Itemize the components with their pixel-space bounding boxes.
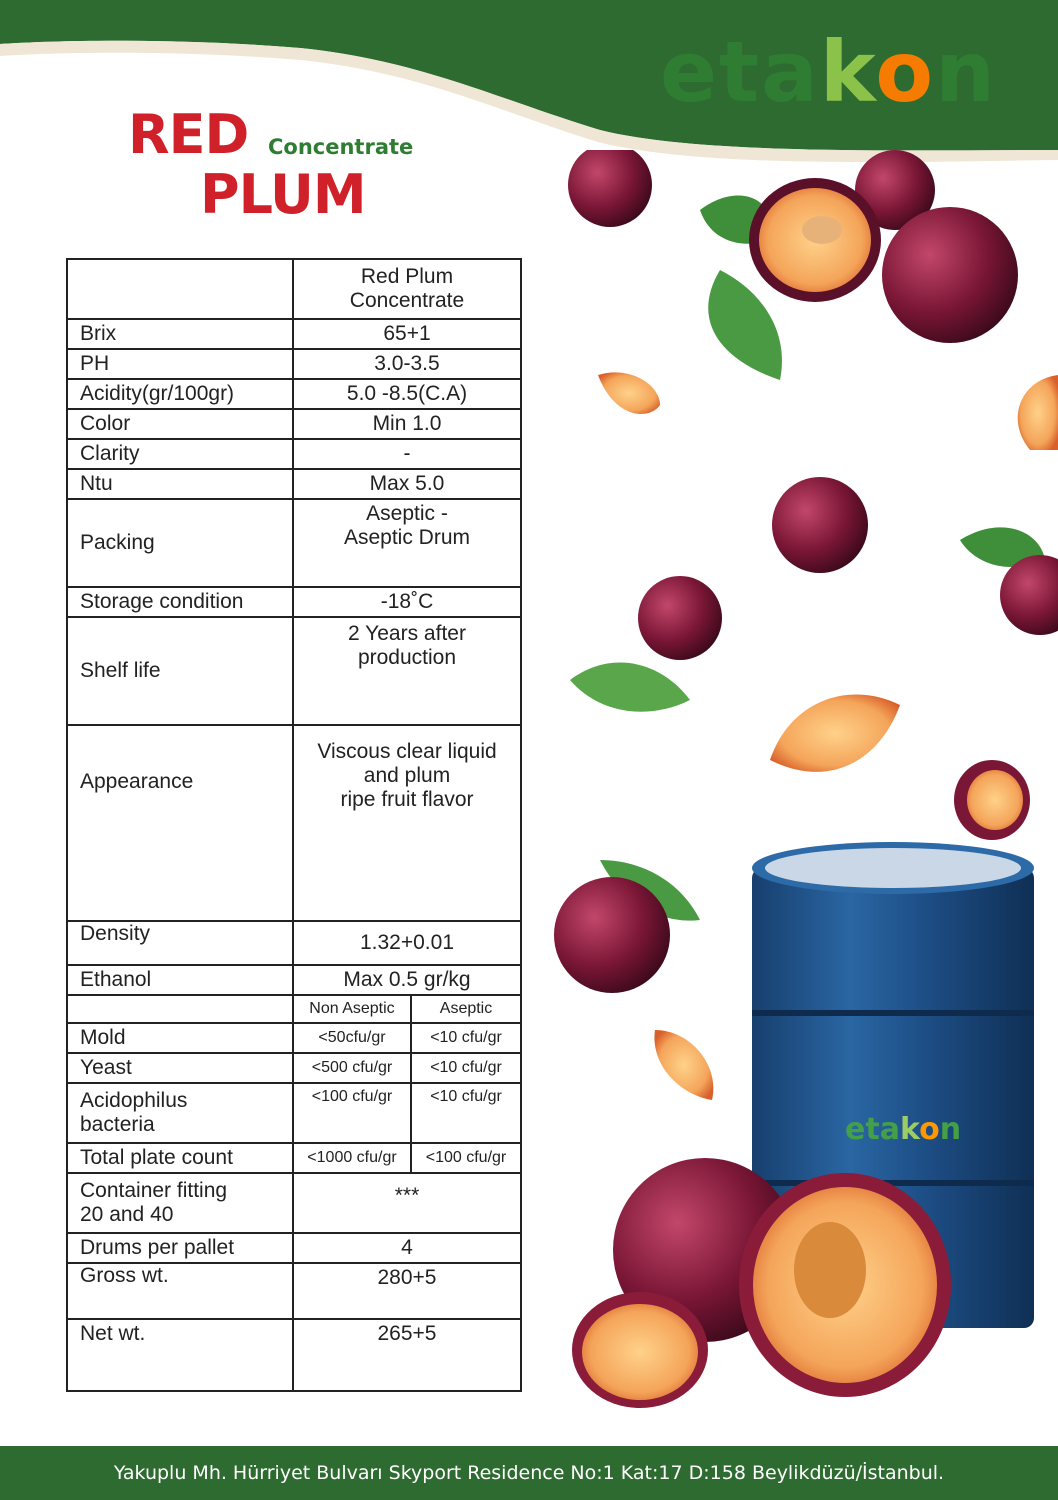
table-row bbox=[67, 1143, 521, 1173]
row-value: 280+5 bbox=[293, 1263, 521, 1319]
title-subtitle: Concentrate bbox=[268, 135, 414, 159]
table-row bbox=[67, 587, 521, 617]
table-row bbox=[67, 1263, 521, 1319]
row-value: Aseptic - Aseptic Drum bbox=[293, 499, 521, 587]
row-value: <500 cfu/gr bbox=[293, 1053, 411, 1083]
row-value: Min 1.0 bbox=[293, 409, 521, 439]
row-value: -18˚C bbox=[293, 587, 521, 617]
table-row bbox=[67, 1083, 521, 1143]
brand-logo: etakon bbox=[660, 23, 997, 121]
row-label: Ethanol bbox=[67, 965, 293, 995]
row-label: Color bbox=[67, 409, 293, 439]
table-row bbox=[67, 965, 521, 995]
row-label: Storage condition bbox=[67, 587, 293, 617]
row-label: Yeast bbox=[67, 1053, 293, 1083]
table-row bbox=[67, 1053, 521, 1083]
row-label: Ntu bbox=[67, 469, 293, 499]
row-value: <50cfu/gr bbox=[293, 1023, 411, 1053]
table-row bbox=[67, 1173, 521, 1233]
row-label: Mold bbox=[67, 1023, 293, 1053]
table-row bbox=[67, 1233, 521, 1263]
table-row bbox=[67, 439, 521, 469]
table-row bbox=[67, 1319, 521, 1391]
row-label: Shelf life bbox=[67, 617, 293, 725]
row-label: Net wt. bbox=[67, 1319, 293, 1391]
table-cell bbox=[67, 259, 293, 319]
row-value: <100 cfu/gr bbox=[411, 1143, 521, 1173]
row-value: 65+1 bbox=[293, 319, 521, 349]
table-row bbox=[67, 259, 521, 319]
row-label: Density bbox=[67, 921, 293, 965]
table-row bbox=[67, 995, 521, 1023]
row-value: <100 cfu/gr bbox=[293, 1083, 411, 1143]
row-label: Packing bbox=[67, 499, 293, 587]
row-label: Total plate count bbox=[67, 1143, 293, 1173]
footer-address: Yakuplu Mh. Hürriyet Bulvarı Skyport Residence No:1 Kat:17 D:158 Beylikdüzü/İstanbul. bbox=[0, 1446, 1058, 1500]
row-value: 3.0-3.5 bbox=[293, 349, 521, 379]
row-value: 2 Years after production bbox=[293, 617, 521, 725]
row-label: Acidity(gr/100gr) bbox=[67, 379, 293, 409]
table-row bbox=[67, 409, 521, 439]
row-value: 1.32+0.01 bbox=[293, 921, 521, 965]
row-value: <10 cfu/gr bbox=[411, 1053, 521, 1083]
row-value: Max 5.0 bbox=[293, 469, 521, 499]
drum-logo: etakon bbox=[845, 1112, 962, 1147]
table-row bbox=[67, 725, 521, 921]
title-red: RED bbox=[128, 103, 249, 166]
row-value: Max 0.5 gr/kg bbox=[293, 965, 521, 995]
row-value: 265+5 bbox=[293, 1319, 521, 1391]
spec-table bbox=[66, 258, 522, 1392]
title-plum: PLUM bbox=[200, 163, 366, 226]
row-value: <1000 cfu/gr bbox=[293, 1143, 411, 1173]
row-label: Clarity bbox=[67, 439, 293, 469]
table-row bbox=[67, 617, 521, 725]
product-illustration bbox=[530, 150, 1058, 1440]
row-value: 4 bbox=[293, 1233, 521, 1263]
row-value: *** bbox=[293, 1173, 521, 1233]
row-value: Viscous clear liquid and plum ripe fruit flavor bbox=[293, 725, 521, 921]
row-label: Container fitting 20 and 40 bbox=[67, 1173, 293, 1233]
row-label: PH bbox=[67, 349, 293, 379]
table-row bbox=[67, 379, 521, 409]
row-value: <10 cfu/gr bbox=[411, 1023, 521, 1053]
table-header-cell: Red Plum Concentrate bbox=[293, 259, 521, 319]
row-value: 5.0 -8.5(C.A) bbox=[293, 379, 521, 409]
table-row bbox=[67, 349, 521, 379]
row-label: Drums per pallet bbox=[67, 1233, 293, 1263]
table-row bbox=[67, 1023, 521, 1053]
column-header-non-aseptic: Non Aseptic bbox=[293, 995, 411, 1023]
row-label: Gross wt. bbox=[67, 1263, 293, 1319]
row-value: - bbox=[293, 439, 521, 469]
column-header-aseptic: Aseptic bbox=[411, 995, 521, 1023]
row-label: Acidophilus bacteria bbox=[67, 1083, 293, 1143]
table-row bbox=[67, 319, 521, 349]
row-value: <10 cfu/gr bbox=[411, 1083, 521, 1143]
table-cell bbox=[67, 995, 293, 1023]
row-label: Appearance bbox=[67, 725, 293, 921]
row-label: Brix bbox=[67, 319, 293, 349]
table-row bbox=[67, 469, 521, 499]
table-row bbox=[67, 499, 521, 587]
table-row bbox=[67, 921, 521, 965]
